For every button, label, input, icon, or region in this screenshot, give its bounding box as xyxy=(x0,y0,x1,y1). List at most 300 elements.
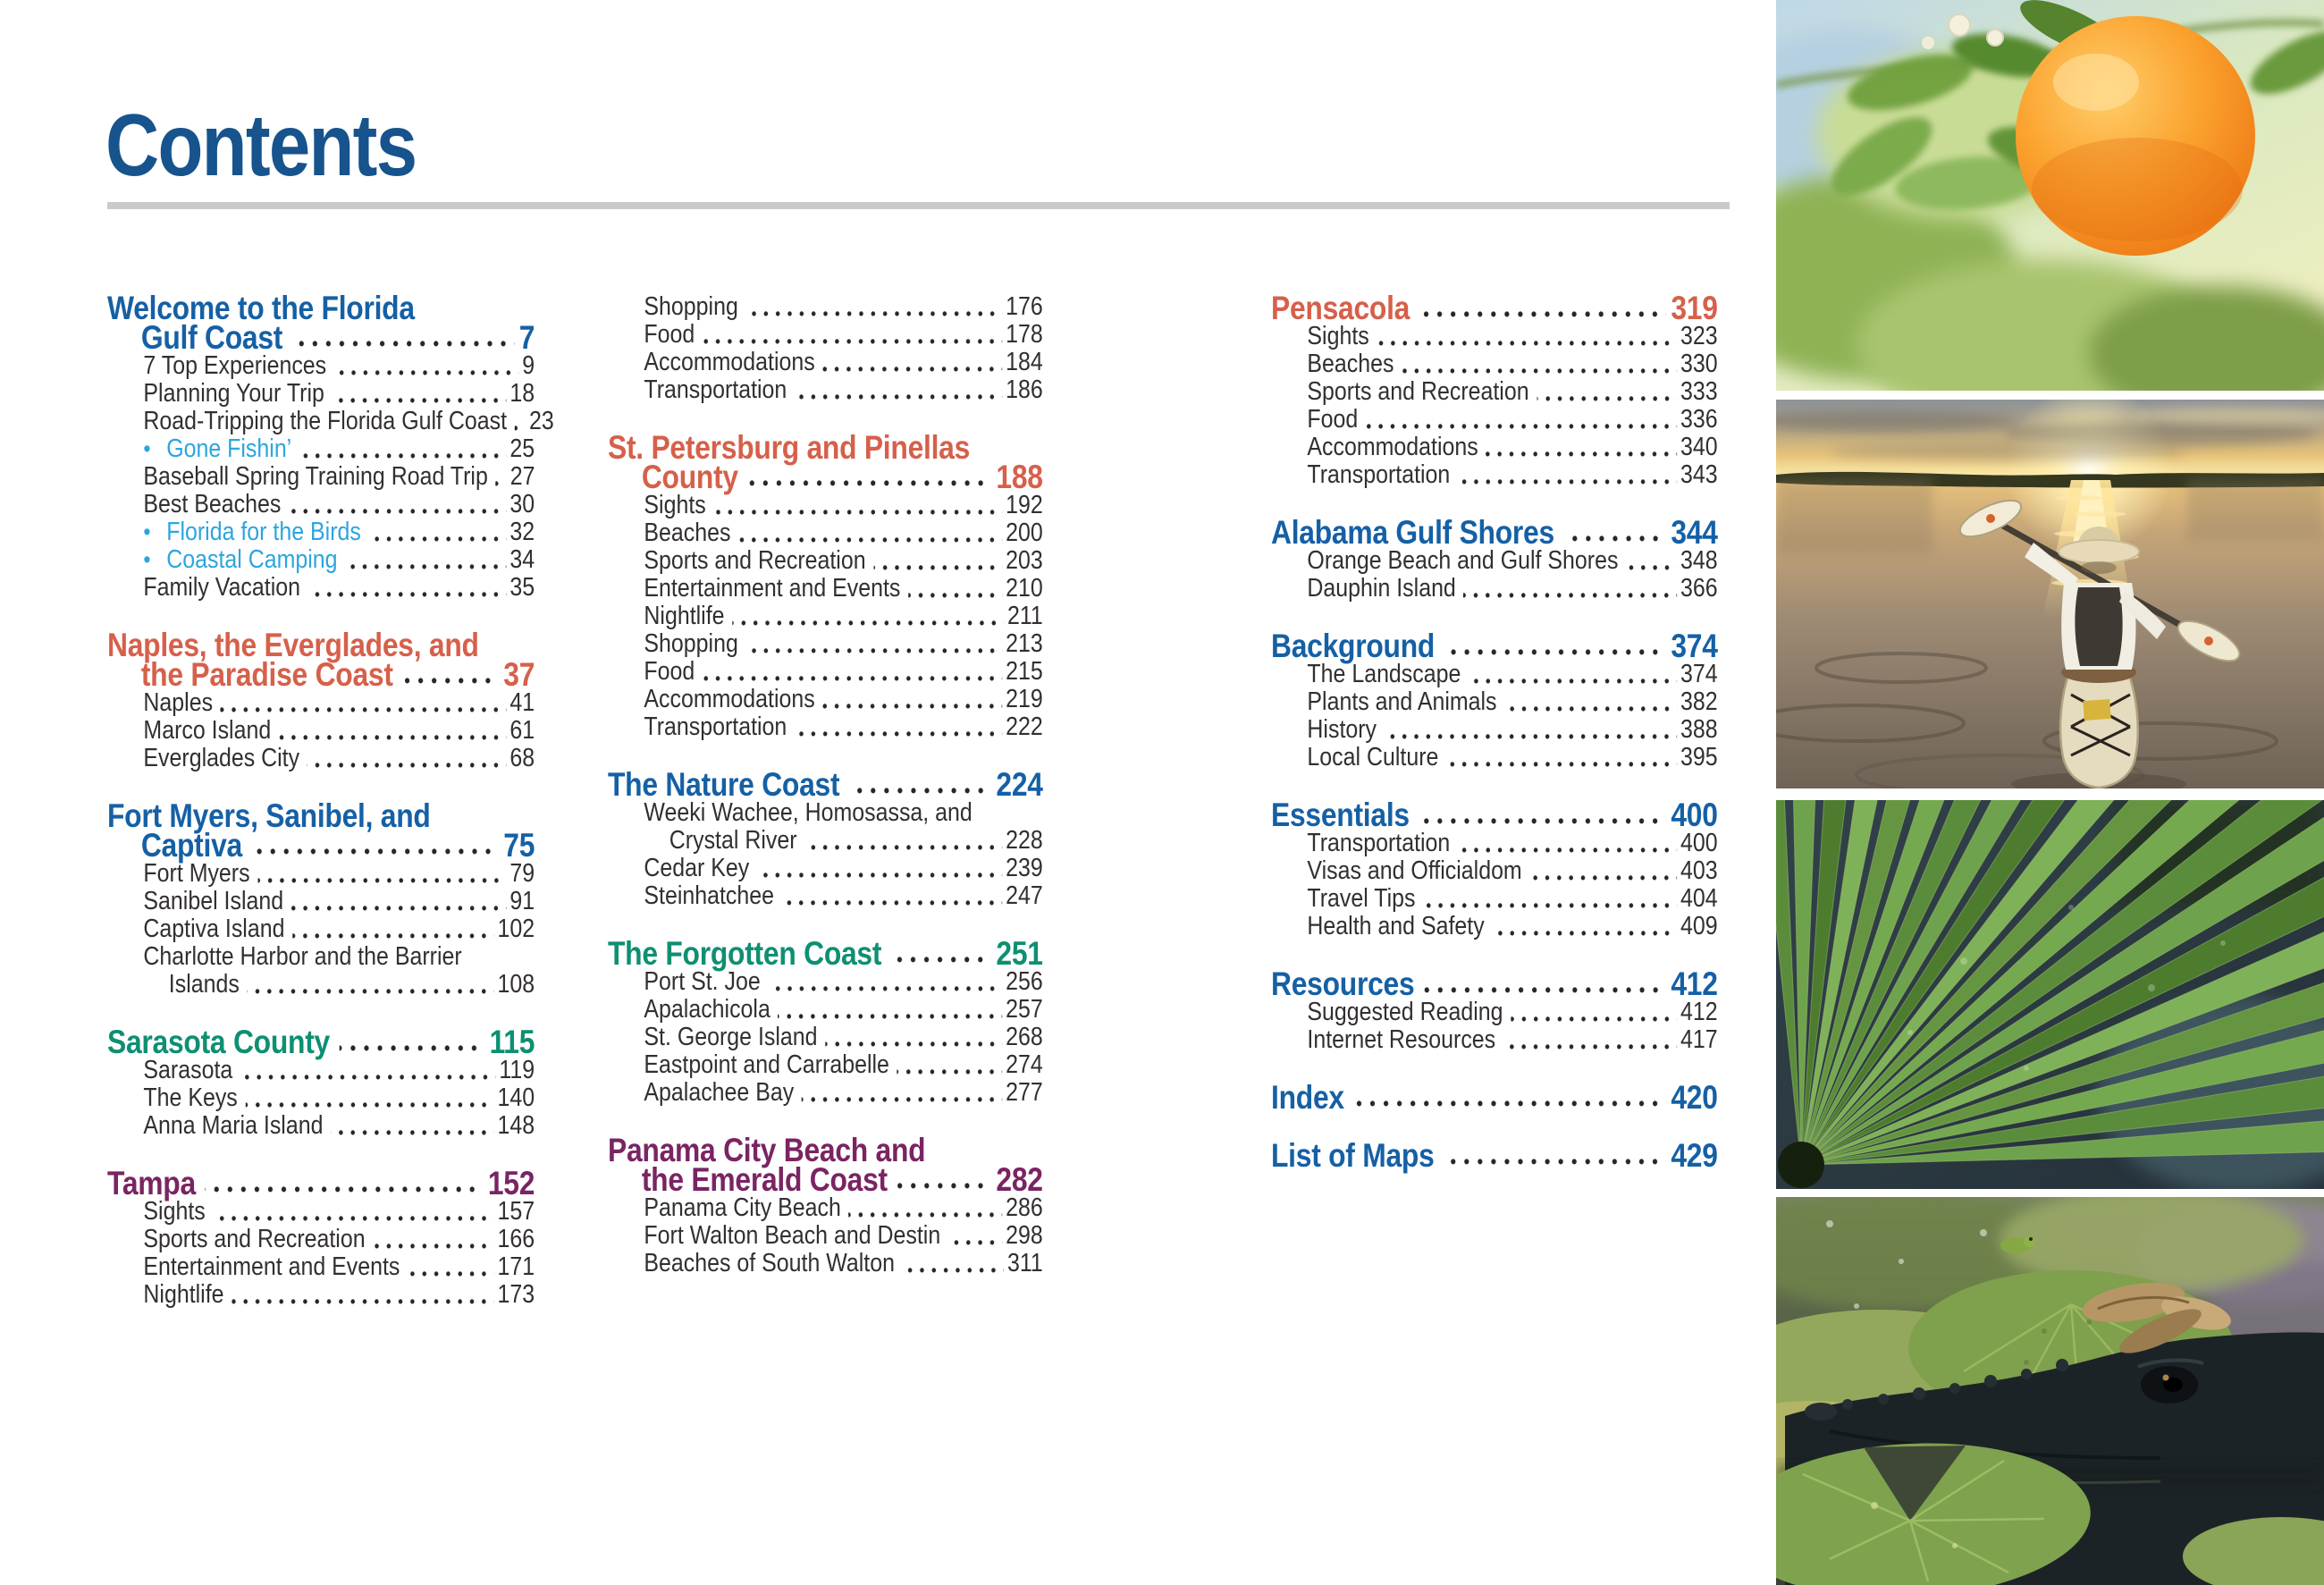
dot-leader xyxy=(1511,1016,1677,1022)
toc-entry xyxy=(608,603,1043,630)
toc-entry-label: Entertainment and Events xyxy=(143,1252,400,1281)
page-number: 417 xyxy=(1680,1025,1718,1054)
page-number: 213 xyxy=(1006,629,1043,658)
toc-entry-label: Sights xyxy=(143,1197,206,1226)
toc-entry-label: Transportation xyxy=(644,375,787,404)
dot-leader xyxy=(245,1102,493,1108)
toc-section xyxy=(107,797,535,999)
toc-entry-label: Visas and Officialdom xyxy=(1307,856,1522,885)
dot-leader xyxy=(205,1186,483,1193)
toc-entry-label: Marco Island xyxy=(143,716,272,745)
dot-leader xyxy=(251,848,499,855)
toc-entry xyxy=(107,1112,535,1140)
toc-entry xyxy=(608,1194,1043,1222)
toc-entry xyxy=(107,1281,535,1309)
dot-leader xyxy=(822,704,1002,709)
dot-leader xyxy=(1563,535,1666,542)
dot-leader xyxy=(1366,424,1677,429)
toc-entry xyxy=(107,717,535,745)
toc-entry xyxy=(1271,830,1718,857)
dot-leader xyxy=(332,398,506,403)
section-page-number: 429 xyxy=(1671,1137,1718,1174)
page-number: 9 xyxy=(522,351,535,380)
toc-column-1 xyxy=(107,290,554,1309)
page-number: 30 xyxy=(509,490,535,518)
page-number: 215 xyxy=(1006,657,1043,686)
toc-entry-label: Food xyxy=(644,320,695,349)
section-title: the Emerald Coast xyxy=(641,1161,888,1198)
toc-entry xyxy=(608,349,1043,376)
dot-leader xyxy=(257,878,506,883)
dot-leader xyxy=(897,1183,991,1189)
section-heading-row xyxy=(107,827,535,864)
bullet-icon: • xyxy=(143,546,151,573)
toc-entry-label: Panama City Beach xyxy=(644,1193,841,1222)
section-heading-row xyxy=(608,1161,1043,1198)
toc-entry-label: Sports and Recreation xyxy=(644,546,866,575)
page-number: 140 xyxy=(497,1083,535,1112)
toc-entry-label: Road-Tripping the Florida Gulf Coast xyxy=(143,407,508,435)
section-heading-row xyxy=(1271,290,1718,326)
page-number: 192 xyxy=(1006,491,1043,519)
toc-entry-label: Entertainment and Events xyxy=(644,574,901,603)
dot-leader xyxy=(849,788,992,794)
dot-leader xyxy=(289,509,506,514)
toc-entry xyxy=(107,407,554,435)
dot-leader xyxy=(738,537,1002,543)
dot-leader xyxy=(948,1240,1002,1245)
page-number: 395 xyxy=(1680,743,1718,771)
dot-leader xyxy=(221,707,506,712)
dot-leader xyxy=(745,648,1001,653)
section-page-number: 37 xyxy=(503,656,535,693)
page-number: 184 xyxy=(1006,348,1043,376)
toc-entry xyxy=(1271,547,1718,575)
page-number: 41 xyxy=(509,688,535,717)
dot-leader xyxy=(795,731,1002,737)
dot-leader xyxy=(1444,1159,1666,1165)
toc-entry xyxy=(107,1253,535,1281)
dot-leader xyxy=(745,311,1001,316)
page-number: 186 xyxy=(1006,375,1043,404)
page-number: 239 xyxy=(1006,854,1043,882)
dot-leader xyxy=(713,510,1001,515)
toc-entry xyxy=(107,546,535,574)
dot-leader xyxy=(279,735,506,740)
page-number: 203 xyxy=(1006,546,1043,575)
section-heading-row xyxy=(608,459,1043,495)
section-page-number: 344 xyxy=(1671,514,1718,551)
dot-leader xyxy=(873,565,1002,570)
toc-entry-label: Apalachee Bay xyxy=(644,1078,795,1107)
toc-entry xyxy=(608,519,1043,547)
page-number: 171 xyxy=(497,1252,535,1281)
toc-entry-label: Sanibel Island xyxy=(143,887,284,915)
section-heading-row xyxy=(1271,797,1718,833)
section-page-number: 412 xyxy=(1671,965,1718,1002)
page-number: 256 xyxy=(1006,967,1043,996)
section-page-number: 374 xyxy=(1671,628,1718,664)
dot-leader xyxy=(1423,903,1677,908)
toc-entry-label: Sights xyxy=(1307,322,1369,350)
toc-entry xyxy=(608,547,1043,575)
dot-leader xyxy=(232,1299,493,1304)
dot-leader xyxy=(368,536,506,542)
toc-entry-label: Naples xyxy=(143,688,214,717)
toc-entry xyxy=(107,518,535,546)
page-number: 403 xyxy=(1680,856,1718,885)
dot-leader xyxy=(903,1268,1004,1273)
title-divider xyxy=(107,202,1730,209)
toc-entry-label: The Keys xyxy=(143,1083,238,1112)
toc-entry-label: St. George Island xyxy=(644,1023,818,1051)
section-title: Alabama Gulf Shores xyxy=(1271,514,1554,551)
dot-leader xyxy=(1503,1044,1677,1050)
section-title: Fort Myers, Sanibel, and xyxy=(107,797,431,834)
page-number: 298 xyxy=(1006,1221,1043,1250)
page-number: 23 xyxy=(528,407,554,435)
toc-entry xyxy=(608,658,1043,686)
toc-entry-label: Eastpoint and Carrabelle xyxy=(644,1050,889,1079)
section-page-number: 282 xyxy=(996,1161,1043,1198)
toc-entry xyxy=(107,1057,535,1084)
dot-leader xyxy=(795,394,1002,400)
page-number: 374 xyxy=(1680,660,1718,688)
toc-entry xyxy=(1271,688,1718,716)
toc-entry xyxy=(107,1226,535,1253)
toc-entry xyxy=(107,915,535,943)
toc-entry-label: Florida for the Birds xyxy=(166,518,361,546)
toc-entry-label: Nightlife xyxy=(644,602,725,630)
toc-entry-label: Dauphin Island xyxy=(1307,574,1456,603)
section-page-number: 420 xyxy=(1671,1079,1718,1116)
page-number: 219 xyxy=(1006,685,1043,713)
toc-entry-label: Best Beaches xyxy=(143,490,282,518)
page-number: 210 xyxy=(1006,574,1043,603)
toc-section xyxy=(107,1165,535,1309)
page-number: 79 xyxy=(509,859,535,888)
section-page-number: 319 xyxy=(1671,290,1718,326)
dot-leader xyxy=(757,873,1002,878)
page-number: 61 xyxy=(509,716,535,745)
toc-column-2 xyxy=(608,293,1043,1277)
toc-section xyxy=(1271,797,1718,940)
orange-on-tree-illustration xyxy=(1776,0,2324,391)
dot-leader xyxy=(308,592,507,597)
dot-leader xyxy=(515,426,526,431)
toc-entry-label: Planning Your Trip xyxy=(143,379,324,408)
page-number: 25 xyxy=(509,434,535,463)
dot-leader xyxy=(1458,479,1677,485)
page-number: 340 xyxy=(1680,433,1718,461)
dot-leader xyxy=(213,1216,493,1221)
toc-entry xyxy=(107,491,535,518)
page-number: 382 xyxy=(1680,687,1718,716)
toc-entry-label: Fort Myers xyxy=(143,859,250,888)
toc-entry xyxy=(608,293,1043,321)
photo-alligator-with-lily-pads xyxy=(1776,1197,2324,1585)
kayaker-at-sunset-illustration xyxy=(1776,400,2324,788)
dot-leader xyxy=(782,900,1002,906)
page-number: 27 xyxy=(509,462,535,491)
bullet-icon: • xyxy=(143,518,151,545)
section-page-number: 400 xyxy=(1671,797,1718,833)
section-page-number: 152 xyxy=(487,1165,535,1201)
page-number: 119 xyxy=(499,1056,535,1084)
dot-leader xyxy=(1486,451,1676,457)
section-title: the Paradise Coast xyxy=(140,656,393,693)
section-title: Sarasota County xyxy=(107,1024,330,1060)
toc-section xyxy=(1271,514,1718,603)
page-number: 311 xyxy=(1006,1249,1043,1277)
section-title: Essentials xyxy=(1271,797,1410,833)
toc-entry xyxy=(107,380,535,408)
section-heading-row xyxy=(608,766,1043,803)
page-number: 323 xyxy=(1680,322,1718,350)
toc-entry xyxy=(1271,913,1718,940)
page-number: 277 xyxy=(1006,1078,1043,1107)
page-number: 336 xyxy=(1680,405,1718,434)
dot-leader xyxy=(408,1271,493,1277)
toc-entry xyxy=(608,321,1043,349)
dot-leader xyxy=(402,678,499,684)
dot-leader xyxy=(345,564,506,569)
dot-leader xyxy=(1377,341,1676,346)
dot-leader xyxy=(768,986,1002,991)
bullet-icon: • xyxy=(143,435,151,462)
section-title: Tampa xyxy=(107,1165,196,1201)
toc-entry-label: Internet Resources xyxy=(1307,1025,1496,1054)
toc-section xyxy=(1271,1079,1718,1116)
section-title: Captiva xyxy=(140,827,242,864)
page-number: 18 xyxy=(509,379,535,408)
toc-entry-label: Food xyxy=(1307,405,1359,434)
toc-entry xyxy=(608,376,1043,404)
toc-entry-label: Sights xyxy=(644,491,706,519)
toc-entry xyxy=(107,689,535,717)
toc-entry-label: Transportation xyxy=(644,712,787,741)
section-heading-row xyxy=(1271,628,1718,664)
toc-entry xyxy=(1271,744,1718,771)
dot-leader xyxy=(1444,649,1666,655)
toc-entry xyxy=(107,943,535,971)
toc-entry-label: Accommodations xyxy=(644,685,815,713)
dot-leader xyxy=(1402,368,1677,374)
toc-entry xyxy=(608,713,1043,741)
toc-entry xyxy=(1271,661,1718,688)
toc-entry xyxy=(1271,461,1718,489)
section-page-number: 224 xyxy=(996,766,1043,803)
alligator-illustration xyxy=(1776,1197,2324,1585)
page-number: 333 xyxy=(1680,377,1718,406)
photo-kayaker-at-sunset xyxy=(1776,400,2324,788)
toc-entry xyxy=(107,971,535,999)
toc-entry-label: Captiva Island xyxy=(143,915,285,943)
dot-leader xyxy=(339,1045,484,1051)
palmetto-frond-illustration xyxy=(1776,800,2324,1189)
toc-entry xyxy=(1271,350,1718,378)
toc-entry-label: Steinhatchee xyxy=(644,881,775,910)
dot-leader xyxy=(1353,1100,1666,1107)
toc-entry-label: Apalachicola xyxy=(644,995,770,1024)
toc-entry xyxy=(608,1222,1043,1250)
toc-entry-label: Beaches of South Walton xyxy=(644,1249,895,1277)
toc-entry xyxy=(608,882,1043,910)
page-number: 274 xyxy=(1006,1050,1043,1079)
toc-section xyxy=(107,1024,535,1140)
dot-leader xyxy=(802,1097,1002,1102)
dot-leader xyxy=(848,1212,1001,1218)
page-number: 286 xyxy=(1006,1193,1043,1222)
toc-section xyxy=(608,429,1043,741)
dot-leader xyxy=(804,845,1002,850)
page-number: 348 xyxy=(1680,546,1718,575)
section-heading-row xyxy=(107,319,535,356)
toc-entry xyxy=(1271,999,1718,1026)
toc-entry xyxy=(1271,378,1718,406)
page-number: 166 xyxy=(497,1225,535,1253)
toc-entry-label: Orange Beach and Gulf Shores xyxy=(1307,546,1619,575)
dot-leader xyxy=(1419,311,1666,317)
dot-leader xyxy=(240,1075,495,1080)
toc-entry xyxy=(608,827,1043,855)
toc-section xyxy=(608,766,1043,910)
toc-entry-label: Accommodations xyxy=(1307,433,1478,461)
toc-entry-label: Everglades City xyxy=(143,744,300,772)
section-title: Index xyxy=(1271,1079,1344,1116)
section-title: Gulf Coast xyxy=(140,319,283,356)
section-page-number: 7 xyxy=(518,319,535,356)
dot-leader xyxy=(1385,734,1677,739)
toc-entry xyxy=(608,1024,1043,1051)
section-page-number: 75 xyxy=(503,827,535,864)
toc-section xyxy=(107,290,554,602)
section-title: Naples, the Everglades, and xyxy=(107,627,479,663)
section-title: List of Maps xyxy=(1271,1137,1435,1174)
dot-leader xyxy=(291,906,506,911)
dot-leader xyxy=(897,1069,1002,1075)
page-title: Contents xyxy=(105,96,417,194)
toc-entry-label: Gone Fishin’ xyxy=(166,434,292,463)
dot-leader xyxy=(1529,875,1676,881)
page-number: 108 xyxy=(497,970,535,999)
toc-entry xyxy=(608,996,1043,1024)
section-title: The Nature Coast xyxy=(608,766,840,803)
toc-entry-label: Sports and Recreation xyxy=(143,1225,366,1253)
dot-leader xyxy=(891,957,992,963)
toc-section xyxy=(1271,628,1718,771)
toc-entry xyxy=(1271,716,1718,744)
toc-section xyxy=(608,293,1043,404)
page-number: 330 xyxy=(1680,350,1718,378)
toc-entry-label: The Landscape xyxy=(1307,660,1461,688)
toc-entry-label: 7 Top Experiences xyxy=(143,351,327,380)
photo-orange-on-tree xyxy=(1776,0,2324,391)
toc-entry xyxy=(1271,575,1718,603)
toc-entry-label: Travel Tips xyxy=(1307,884,1416,913)
page-number: 34 xyxy=(509,545,535,574)
page-number: 148 xyxy=(497,1111,535,1140)
page-number: 102 xyxy=(497,915,535,943)
dot-leader xyxy=(908,593,1002,598)
dot-leader xyxy=(373,1244,493,1249)
toc-entry xyxy=(107,860,535,888)
page-number: 211 xyxy=(1006,602,1043,630)
toc-entry xyxy=(608,575,1043,603)
page-number: 178 xyxy=(1006,320,1043,349)
section-heading-row xyxy=(1271,514,1718,551)
section-title: Welcome to the Florida xyxy=(107,290,415,326)
toc-entry xyxy=(107,888,535,915)
dot-leader xyxy=(495,481,506,486)
toc-entry-label: Sarasota xyxy=(143,1056,233,1084)
section-title: County xyxy=(641,459,738,495)
dot-leader xyxy=(703,339,1002,344)
toc-entry xyxy=(608,492,1043,519)
toc-entry xyxy=(608,1051,1043,1079)
photo-palmetto-frond xyxy=(1776,800,2324,1189)
toc-entry-label: Health and Safety xyxy=(1307,912,1485,940)
section-title: Panama City Beach and xyxy=(608,1132,926,1168)
dot-leader xyxy=(732,620,1004,626)
dot-leader xyxy=(703,676,1002,681)
dot-leader xyxy=(299,453,506,459)
dot-leader xyxy=(1458,847,1677,853)
page-number: 32 xyxy=(509,518,535,546)
toc-entry-label: Cedar Key xyxy=(644,854,750,882)
page-number: 404 xyxy=(1680,884,1718,913)
section-heading-row xyxy=(1271,1137,1718,1174)
toc-entry xyxy=(107,574,535,602)
toc-entry-label: Local Culture xyxy=(1307,743,1439,771)
page-number: 257 xyxy=(1006,995,1043,1024)
toc-entry-label: Nightlife xyxy=(143,1280,224,1309)
dot-leader xyxy=(1419,818,1666,824)
dot-leader xyxy=(292,933,493,939)
page-number: 228 xyxy=(1006,826,1043,855)
dot-leader xyxy=(291,341,514,347)
page-number: 173 xyxy=(497,1280,535,1309)
toc-entry-label: Accommodations xyxy=(644,348,815,376)
section-page-number: 188 xyxy=(996,459,1043,495)
page-number: 200 xyxy=(1006,518,1043,547)
section-page-number: 251 xyxy=(996,935,1043,972)
section-heading-row xyxy=(608,935,1043,972)
section-heading-row xyxy=(107,1165,535,1201)
toc-entry xyxy=(608,1079,1043,1107)
page-number: 388 xyxy=(1680,715,1718,744)
toc-entry xyxy=(107,435,535,463)
toc-entry-label: Charlotte Harbor and the Barrier xyxy=(143,942,462,971)
section-heading-row xyxy=(107,1024,535,1060)
toc-section xyxy=(608,1132,1043,1277)
dot-leader xyxy=(247,989,493,994)
toc-entry-label: Transportation xyxy=(1307,829,1451,857)
page-number: 35 xyxy=(509,573,535,602)
dot-leader xyxy=(1469,679,1677,684)
section-page-number: 115 xyxy=(489,1024,535,1060)
toc-section xyxy=(1271,965,1718,1054)
toc-entry xyxy=(1271,1026,1718,1054)
toc-column-3 xyxy=(1271,290,1718,1174)
toc-section xyxy=(608,935,1043,1107)
page-number: 268 xyxy=(1006,1023,1043,1051)
page-number: 91 xyxy=(509,887,535,915)
page-number: 343 xyxy=(1680,460,1718,489)
toc-entry xyxy=(1271,406,1718,434)
dot-leader xyxy=(822,367,1002,372)
toc-entry xyxy=(608,686,1043,713)
